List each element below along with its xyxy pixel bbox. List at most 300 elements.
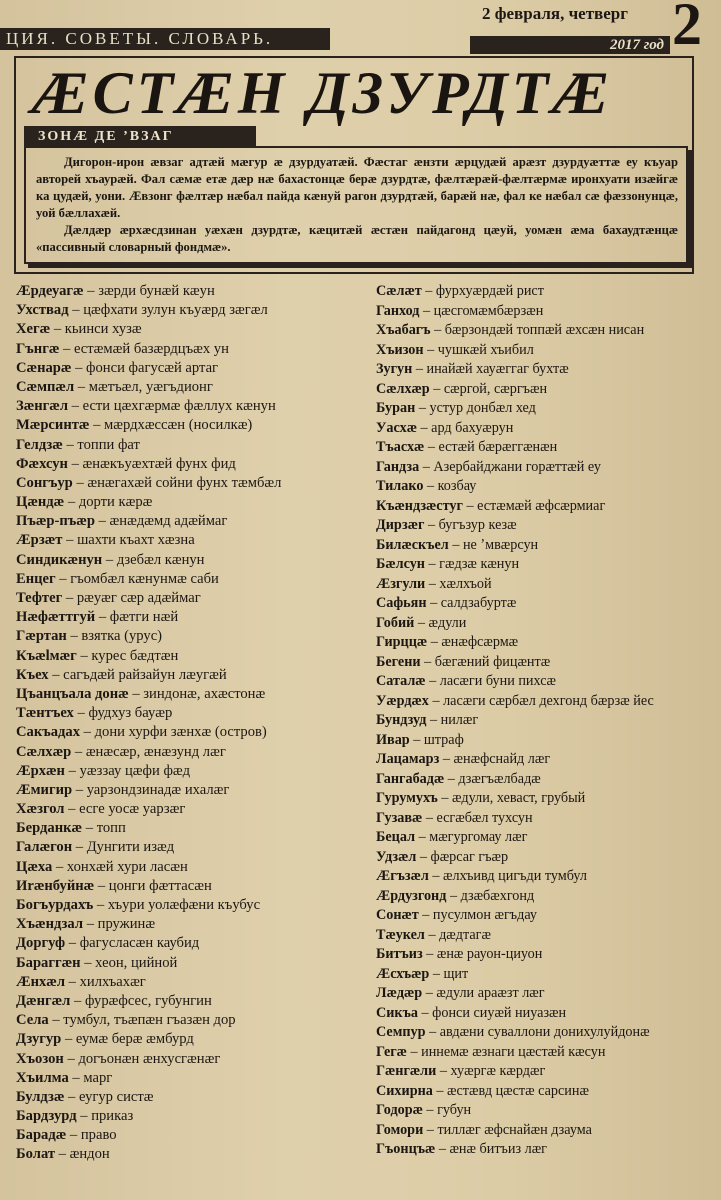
entry-dash: – — [409, 731, 424, 748]
entry-term: Сæнарæ — [16, 359, 72, 376]
dictionary-entry — [16, 704, 362, 723]
entry-definition: есге уосæ уарзæг — [79, 801, 186, 818]
dictionary-entry — [16, 474, 362, 493]
entry-definition: штраф — [423, 731, 464, 748]
dictionary-entry — [376, 380, 706, 400]
entry-dash: – — [419, 302, 434, 319]
dictionary-entry — [376, 341, 706, 361]
entry-dash: – — [76, 647, 92, 664]
entry-term: Годорæ — [376, 1102, 423, 1118]
entry-definition: сагъдæй райзайун лæугæй — [63, 666, 227, 683]
dictionary-entry — [16, 877, 362, 896]
dictionary-entry — [376, 945, 706, 965]
entry-definition: æнæкъуæхтæй фунх фид — [82, 455, 236, 472]
entry-dash: – — [61, 1031, 76, 1048]
entry-term: Бецал — [376, 829, 416, 845]
entry-definition: пружинæ — [97, 916, 156, 933]
entry-term: Гелдзæ — [16, 436, 63, 453]
entry-dash: – — [430, 322, 445, 338]
entry-definition: пусулмон æгъдау — [432, 907, 537, 923]
entry-definition: дзебæл кæнун — [116, 551, 205, 568]
dictionary-entry — [376, 497, 706, 517]
entry-term: Лацамарз — [376, 751, 440, 767]
entry-definition: еугур систæ — [78, 1088, 154, 1105]
dictionary-entry — [376, 848, 706, 868]
entry-dash: – — [83, 283, 99, 299]
entry-term: Саталæ — [376, 673, 426, 689]
entry-dash: – — [65, 935, 80, 952]
entry-dash: – — [93, 897, 108, 913]
entry-term: Тæукел — [376, 926, 425, 943]
entry-definition: хуæргæ кæрдæг — [450, 1063, 546, 1079]
dictionary-entry — [376, 731, 706, 751]
intro-paragraph: Дæлдæр æрхæсдзинан уæхæн дзурдтæ, кæцитæй æстæн пайдагонд цæуй, уомæн æма бахаудтæнцæ «пассивный словарный фондмæ». — [36, 223, 678, 254]
entry-definition: æлхъивд цигъди тумбул — [443, 868, 587, 884]
dictionary-entry — [16, 1069, 362, 1088]
dictionary-entry — [16, 954, 362, 973]
entry-term: Барадæ — [16, 1127, 67, 1144]
dictionary-entry — [16, 1050, 362, 1069]
entry-term: Æрзæт — [16, 532, 63, 549]
entry-definition: ести цæхгæрмæ фæллух кæнун — [82, 398, 276, 415]
entry-definition: гъомбæл кæнунмæ саби — [70, 570, 219, 587]
entry-definition: мæтъæл, уæгъдионг — [88, 378, 213, 395]
entry-definition: дзæгъæлбадæ — [458, 770, 541, 787]
entry-dash: – — [462, 497, 478, 514]
entry-dash: – — [428, 868, 443, 884]
entry-dash: – — [94, 513, 110, 530]
dictionary-entry — [376, 828, 706, 848]
entry-term: Уæрдæх — [376, 692, 429, 709]
entry-definition: æнæфсæрмæ — [441, 634, 519, 650]
entry-definition: инайæй хауæггаг бухтæ — [426, 361, 569, 377]
entry-dash: – — [95, 609, 110, 626]
entry-term: Бараггæн — [16, 954, 81, 971]
entry-term: Гегæ — [376, 1043, 407, 1060]
entry-definition: дони хурфи зæнхæ (остров) — [94, 724, 267, 741]
dictionary-entry — [376, 399, 706, 419]
entry-dash: – — [424, 556, 440, 572]
entry-term: Тъасхæ — [376, 439, 425, 455]
entry-definition: Азербайджани горæттæй еу — [433, 458, 601, 475]
entry-dash: – — [448, 536, 463, 553]
entry-dash: – — [80, 954, 96, 971]
entry-term: Хъилма — [16, 1069, 69, 1086]
dictionary-entry — [376, 653, 706, 673]
dictionary-entry — [376, 1082, 706, 1102]
dictionary-entry — [16, 743, 362, 762]
entry-definition: хеон, цийной — [95, 954, 178, 971]
entry-definition: устур донбæл хед — [429, 400, 536, 416]
entry-definition: хонхæй хури ласæн — [66, 858, 188, 875]
entry-term: Мæрсинтæ — [16, 417, 90, 434]
entry-dash: – — [429, 380, 444, 397]
entry-definition: нилæг — [440, 712, 479, 728]
entry-dash: – — [76, 1108, 92, 1125]
dictionary-entry — [16, 781, 362, 800]
entry-dash: – — [423, 478, 438, 494]
entry-definition: æнæ рауон-циуон — [436, 946, 543, 962]
entry-definition: бæрзондæй топпæй æхсæн нисан — [444, 322, 645, 338]
entry-dash: – — [426, 712, 441, 728]
entry-definition: мæгургомау лæг — [429, 829, 528, 845]
dictionary-entry — [376, 965, 706, 985]
entry-dash: – — [52, 858, 67, 875]
entry-definition: марг — [83, 1069, 113, 1086]
dictionary-entry — [16, 282, 362, 301]
entry-term: Пъæр-пъæр — [16, 513, 95, 530]
entry-term: Битъиз — [376, 946, 423, 962]
entry-definition: приказ — [91, 1108, 134, 1125]
entry-term: Гæнгæли — [376, 1063, 437, 1079]
dictionary-entry — [16, 320, 362, 339]
dictionary-entry — [16, 647, 362, 666]
entry-dash: – — [83, 916, 98, 933]
dictionary-entry — [376, 867, 706, 887]
entry-term: Сонгъур — [16, 474, 73, 491]
entry-term: Хъабагъ — [376, 322, 431, 338]
entry-term: Бундзуд — [376, 712, 427, 728]
entry-definition: ласæги буни пихсæ — [439, 673, 556, 689]
entry-dash: – — [70, 992, 85, 1009]
entry-definition: салдзабуртæ — [440, 595, 517, 611]
entry-term: Богъурдахъ — [16, 897, 94, 913]
entry-dash: – — [421, 283, 436, 299]
entry-definition: иннемæ æзнаги цæстæй кæсун — [421, 1043, 606, 1060]
dictionary-entry — [16, 512, 362, 531]
entry-term: Гобий — [376, 614, 415, 631]
dictionary-entry — [16, 627, 362, 646]
dictionary-entry — [16, 301, 362, 320]
dictionary-entry — [376, 594, 706, 614]
entry-dash: – — [422, 1102, 438, 1118]
entry-dash: – — [62, 532, 78, 549]
entry-dash: – — [414, 614, 429, 631]
dictionary-entry — [16, 819, 362, 838]
entry-dash: – — [423, 341, 438, 358]
entry-definition: дæдтагæ — [439, 926, 491, 943]
entry-term: Иræнбуйнæ — [16, 877, 95, 894]
dictionary-entry — [16, 397, 362, 416]
entry-definition: козбау — [437, 478, 477, 494]
entry-term: Къæндзæстуг — [376, 497, 463, 514]
entry-definition: фудхуз бауæр — [88, 705, 173, 722]
dictionary-entry — [376, 458, 706, 478]
entry-definition: фонси фагусæй артаг — [86, 359, 219, 376]
entry-dash: – — [72, 839, 87, 856]
dictionary-entry — [376, 926, 706, 946]
entry-term: Æзгули — [376, 575, 426, 592]
masthead — [0, 0, 721, 60]
dictionary-entry — [16, 858, 362, 877]
section-rubric: ЦИЯ. СОВЕТЫ. СЛОВАРЬ. — [0, 28, 330, 50]
dictionary-entry — [376, 1004, 706, 1024]
entry-dash: – — [427, 634, 442, 650]
entry-definition: авдæни суваллони донихулуйдонæ — [439, 1024, 650, 1040]
entry-term: Уасхæ — [376, 419, 417, 436]
entry-definition: хилхъахæг — [79, 973, 146, 990]
dictionary-entry — [376, 1023, 706, 1043]
entry-dash: – — [62, 436, 78, 453]
issue-date: 2 февраля, четверг — [482, 4, 628, 23]
dictionary-entry — [376, 692, 706, 712]
entry-dash: – — [72, 781, 87, 798]
dictionary-entry — [376, 1140, 706, 1160]
entry-term: Сонæт — [376, 907, 419, 923]
entry-definition: чушкæй хъибил — [437, 341, 534, 358]
dictionary-entry — [376, 555, 706, 575]
entry-term: Билæскъел — [376, 536, 449, 553]
entry-term: Ивар — [376, 731, 410, 748]
year-bar — [470, 36, 670, 54]
dictionary-entry — [376, 516, 706, 536]
entry-definition: естæй бæрæггæнæн — [438, 439, 558, 455]
entry-definition: уæззау цæфи фæд — [79, 762, 191, 779]
entry-dash: – — [66, 1127, 81, 1144]
entry-dash: – — [415, 829, 430, 845]
entry-definition: догъонæн æнхусгæнæг — [78, 1050, 221, 1067]
entry-definition: гæдзæ кæнун — [439, 556, 520, 572]
entry-term: Сæлхæр — [376, 380, 430, 397]
entry-term: Удзæл — [376, 848, 417, 865]
entry-term: Гангабадæ — [376, 770, 445, 787]
entry-dash: – — [128, 685, 144, 702]
entry-term: Села — [16, 1012, 49, 1029]
entry-term: Дирзæг — [376, 517, 425, 533]
entry-definition: еумæ берæ æмбурд — [75, 1031, 194, 1048]
entry-definition: дорти кæрæ — [78, 494, 153, 511]
dictionary-entry — [376, 1101, 706, 1121]
dictionary-entry — [16, 915, 362, 934]
issue-year: 2017 год — [609, 37, 664, 53]
dictionary-entry — [16, 1126, 362, 1145]
entry-dash: – — [437, 790, 452, 806]
entry-term: Тилако — [376, 478, 424, 494]
entry-term: Дæнгæл — [16, 992, 71, 1009]
entry-term: Булдзæ — [16, 1088, 65, 1105]
entry-dash: – — [416, 419, 432, 436]
entry-definition: зиндонæ, ахæстонæ — [143, 685, 266, 702]
dictionary-left-column — [16, 282, 362, 1165]
entry-term: Æрдузгонд — [376, 887, 447, 904]
dictionary-entry — [376, 614, 706, 634]
entry-term: Гирццæ — [376, 634, 428, 650]
entry-term: Гæртан — [16, 628, 67, 645]
intro-paragraph: Дигорон-ирон æвзаг адтæй мæгур æ дзурдуатæй. Фæстаг æнзти æрцудæй арæзт дзурдуæттæ еу къуар авторей хъаурæй. Фал сæмæ етæ дæр нæ бахастонцæ берæ дзурдтæ, фæлтæрæй-фæлтæрмæ иронхуати изæйгæ ка цудæй, уони. Æвзонг фæлтæр нæбал пайда кæнуй рагон дзурдтæй, барæй нæ, фал ке нæбал сæ фæззонунцæ, уой бæллахæй. — [36, 155, 678, 220]
dictionary-entry — [16, 1107, 362, 1126]
entry-dash: – — [66, 628, 82, 645]
dictionary-entry — [16, 1011, 362, 1030]
dictionary-entry — [376, 438, 706, 458]
entry-dash: – — [417, 1004, 433, 1021]
dictionary-entry — [376, 477, 706, 497]
entry-term: Болат — [16, 1146, 56, 1163]
entry-definition: æнæсæр, æнæзунд лæг — [85, 743, 226, 760]
entry-dash: – — [416, 848, 431, 865]
entry-dash: – — [64, 801, 80, 818]
entry-term: Бегени — [376, 653, 421, 670]
dictionary-entry — [376, 984, 706, 1004]
dictionary-entry — [376, 321, 706, 341]
entry-dash: – — [74, 378, 89, 395]
entry-definition: æдули, хеваст, грубый — [451, 790, 586, 806]
entry-term: Къех — [16, 666, 49, 683]
dictionary-entry — [376, 887, 706, 907]
entry-definition: фагусласæн каубид — [79, 935, 200, 952]
dictionary-entry — [376, 750, 706, 770]
dictionary-entry — [16, 436, 362, 455]
entry-dash: – — [63, 1050, 79, 1067]
dictionary-entry — [16, 359, 362, 378]
entry-dash: – — [432, 1082, 448, 1099]
dictionary-right-column — [376, 282, 706, 1160]
entry-term: Семпур — [376, 1024, 426, 1040]
entry-definition: взятка (урус) — [81, 628, 163, 645]
entry-term: Гурумухъ — [376, 790, 438, 806]
entry-term: Дзугур — [16, 1031, 62, 1048]
entry-definition: тиллæг æфснайæн дзаума — [437, 1121, 592, 1138]
dictionary-entry — [16, 666, 362, 685]
dictionary-entry — [16, 896, 362, 915]
entry-dash: – — [68, 1069, 84, 1086]
entry-definition: фурæфсес, губунгин — [84, 992, 212, 1009]
entry-term: Галæгон — [16, 839, 73, 856]
entry-dash: – — [48, 1012, 64, 1029]
entry-term: Хегæ — [16, 321, 51, 338]
entry-term: Цæха — [16, 858, 53, 875]
entry-definition: уарзондзинадæ ихалæг — [86, 781, 230, 798]
entry-dash: – — [73, 705, 89, 722]
entry-dash: – — [423, 1121, 438, 1138]
entry-definition: æнæгахæй сойни фунх тæмбæл — [87, 474, 282, 491]
dictionary-entry — [16, 589, 362, 608]
entry-definition: курес бæдтæн — [91, 647, 179, 664]
entry-dash: – — [62, 590, 77, 606]
entry-definition: æдули араæзт лæг — [436, 985, 545, 1001]
entry-dash: – — [424, 517, 439, 533]
entry-definition: тумбул, тъæпæн гъазæн дор — [63, 1012, 236, 1029]
dictionary-entry — [16, 762, 362, 781]
entry-term: Нæфæттгуй — [16, 609, 96, 626]
entry-dash: – — [48, 666, 64, 683]
entry-dash: – — [435, 1141, 450, 1157]
dictionary-entry — [376, 302, 706, 322]
entry-term: Сафьян — [376, 595, 427, 611]
entry-term: Сæмпæл — [16, 378, 75, 395]
entry-definition: мæрдхæссæн (носилкæ) — [104, 417, 253, 434]
dictionary-entry — [16, 416, 362, 435]
entry-definition: фæтги нæй — [109, 609, 179, 626]
entry-term: Æмигир — [16, 781, 73, 798]
entry-definition: кьинси хузæ — [64, 321, 142, 338]
entry-definition: фонси сиуæй ниуазæн — [432, 1004, 567, 1021]
entry-definition: естæмæй æфсæрмиаг — [477, 497, 606, 514]
entry-dash: – — [425, 1024, 440, 1040]
dictionary-entry — [16, 973, 362, 992]
entry-term: Бæлсун — [376, 556, 425, 572]
dictionary-entry — [376, 906, 706, 926]
entry-dash: – — [82, 820, 97, 837]
dictionary-entry — [376, 575, 706, 595]
entry-term: Ухствад — [16, 302, 69, 319]
entry-definition: топп — [96, 820, 126, 837]
entry-dash: – — [418, 907, 433, 923]
entry-definition: æндон — [69, 1146, 110, 1163]
dictionary-entry — [376, 711, 706, 731]
entry-dash: – — [72, 474, 88, 491]
entry-dash: – — [67, 455, 83, 472]
dictionary-entry — [16, 493, 362, 512]
entry-dash: – — [406, 1043, 422, 1060]
entry-dash: – — [94, 877, 109, 894]
entry-dash: – — [59, 340, 74, 357]
entry-dash: – — [68, 398, 83, 415]
entry-definition: право — [80, 1127, 117, 1144]
entry-term: Хъæндзал — [16, 916, 84, 933]
entry-term: Гънгæ — [16, 340, 60, 357]
entry-dash: – — [102, 551, 117, 568]
entry-dash: – — [65, 973, 80, 990]
entry-term: Æсхъæр — [376, 965, 430, 982]
dictionary-entry — [16, 455, 362, 474]
entry-term: Хъозон — [16, 1050, 64, 1067]
dictionary-entry — [376, 633, 706, 653]
entry-dash: – — [425, 575, 440, 592]
entry-dash: – — [89, 417, 105, 434]
entry-definition: бæгæний фицæнтæ — [434, 653, 551, 670]
entry-dash: – — [424, 926, 440, 943]
entry-term: Ганход — [376, 302, 420, 319]
entry-dash: – — [80, 724, 95, 741]
entry-term: Гузавæ — [376, 809, 423, 826]
entry-dash: – — [426, 595, 441, 611]
entry-definition: есгæбæл тухсун — [436, 809, 533, 826]
entry-dash: – — [428, 692, 444, 709]
entry-definition: губун — [437, 1102, 472, 1118]
dictionary-entry — [376, 1121, 706, 1141]
entry-dash: – — [55, 1146, 70, 1163]
entry-definition: цæфхати зулун къуæрд зæгæл — [83, 302, 268, 319]
entry-dash: – — [419, 458, 434, 475]
entry-definition: æдули — [428, 614, 467, 631]
dictionary-entry — [16, 685, 362, 704]
entry-definition: не ʼмвæрсун — [462, 536, 539, 553]
entry-definition: цæсгомæмбæрзæн — [433, 302, 544, 319]
entry-dash: – — [422, 985, 437, 1001]
entry-term: Цъанцъала донæ — [16, 685, 129, 702]
entry-dash: – — [68, 302, 84, 319]
dictionary-entry — [16, 570, 362, 589]
dictionary-entry — [16, 1030, 362, 1049]
entry-definition: æстæвд цæстæ сарсинæ — [447, 1082, 589, 1099]
entry-term: Тæнтъех — [16, 705, 74, 722]
entry-term: Æрдеуагæ — [16, 283, 84, 299]
entry-definition: фурхуæрдæй рист — [435, 283, 544, 299]
dictionary-entry — [376, 770, 706, 790]
entry-definition: дзæбæхгонд — [460, 887, 535, 904]
entry-dash: – — [446, 887, 461, 904]
entry-definition: зæрди бунæй кæун — [98, 283, 215, 299]
entry-dash: – — [422, 946, 437, 962]
entry-definition: фæрсаг гъæр — [430, 848, 509, 865]
entry-definition: ард бахуæрун — [431, 419, 514, 436]
entry-term: Хæзгол — [16, 801, 65, 818]
entry-term: Зугун — [376, 361, 413, 377]
dictionary-entry — [16, 800, 362, 819]
dictionary-entry — [376, 419, 706, 439]
entry-dash: – — [444, 770, 459, 787]
entry-dash: – — [64, 762, 80, 779]
